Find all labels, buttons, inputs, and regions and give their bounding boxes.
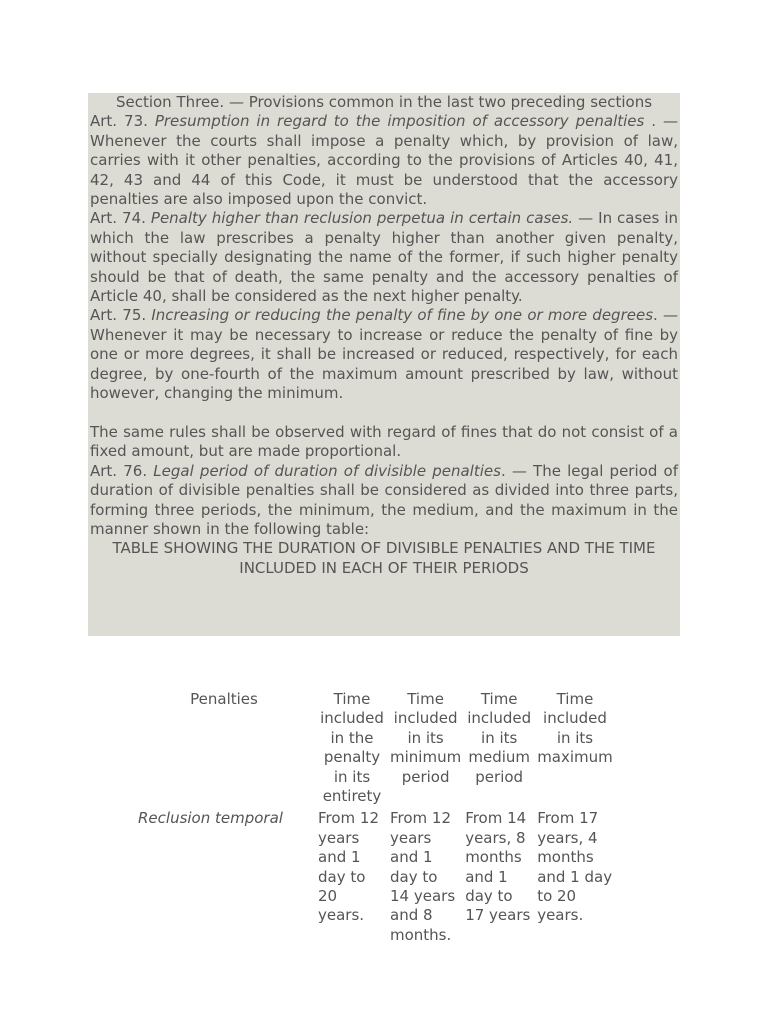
table-title: TABLE SHOWING THE DURATION OF DIVISIBLE PENALTIES AND THE TIME INCLUDED IN EACH OF THEIR PERIODS [112, 539, 656, 577]
article-76 [90, 462, 678, 540]
article-number: Art. 73. [90, 112, 148, 131]
article-body: In cases in which the law prescribes a penalty higher than another given penalty, without specially designating the name of the former, if such higher penalty should be that of death, the same penalty and the accessory penalties of Article 40, shall be considered as the next higher penalty. [90, 209, 678, 306]
cell-entirety: From 12 years and 1 day to 20 years. [318, 809, 380, 925]
article-separator: — [573, 209, 599, 228]
article-separator: . — [653, 306, 678, 325]
article-75-extra: The same rules shall be observed with regard of fines that do not consist of a fixed amount, but are made proportional. [90, 422, 678, 461]
article-title: Presumption in regard to the imposition of accessory penalties [154, 112, 645, 131]
header-medium: Time included in its medium period [467, 690, 532, 786]
penalty-periods-table [132, 690, 615, 945]
article-number: Art. 74. [90, 209, 146, 228]
table-header-row [132, 690, 615, 809]
article-number: Art. 76. [90, 461, 148, 480]
header-penalties: Penalties [190, 690, 258, 708]
paragraph-spacer [90, 404, 678, 423]
legal-text-block [88, 93, 680, 636]
article-separator: . — [500, 461, 534, 480]
cell-maximum: From 17 years, 4 months and 1 day to 20 years. [537, 809, 613, 925]
article-73 [90, 112, 678, 209]
header-entirety: Time included in the penalty in its entirety [320, 690, 384, 806]
article-separator: . — [644, 112, 678, 131]
cell-minimum: From 12 years and 1 day to 14 years and 8 months. [390, 809, 456, 944]
article-75 [90, 306, 678, 403]
header-minimum: Time included in its minimum period [390, 690, 462, 786]
cell-penalty-name: Reclusion temporal [138, 809, 283, 828]
article-title: Increasing or reducing the penalty of fine by one or more degrees [151, 306, 654, 325]
header-maximum: Time included in its maximum [537, 690, 613, 767]
article-number: Art. 75. [90, 306, 147, 325]
article-title: Penalty higher than reclusion perpetua in certain cases. [150, 209, 574, 228]
table-row [132, 809, 615, 945]
article-body: Whenever it may be necessary to increase or reduce the penalty of fine by one or more degrees, it shall be increased or reduced, respectively, for each degree, by one-fourth of the maximum amount prescribed by law, without however, changing the minimum. [90, 325, 678, 403]
article-74 [90, 209, 678, 306]
section-title: Section Three. — Provisions common in the last two preceding sections [115, 93, 653, 111]
article-title: Legal period of duration of divisible penalties [153, 461, 501, 480]
cell-medium: From 14 years, 8 months and 1 day to 17 years [465, 809, 531, 925]
article-body: The legal period of duration of divisible penalties shall be considered as divided into three parts, forming three periods, the minimum, the medium, and the maximum in the manner shown in the following table: [90, 461, 678, 538]
article-body: Whenever the courts shall impose a penalty which, by provision of law, carries with it other penalties, according to the provisions of Articles 40, 41, 42, 43 and 44 of this Code, it must be understood that the accessory penalties are also imposed upon the convict. [90, 131, 678, 209]
